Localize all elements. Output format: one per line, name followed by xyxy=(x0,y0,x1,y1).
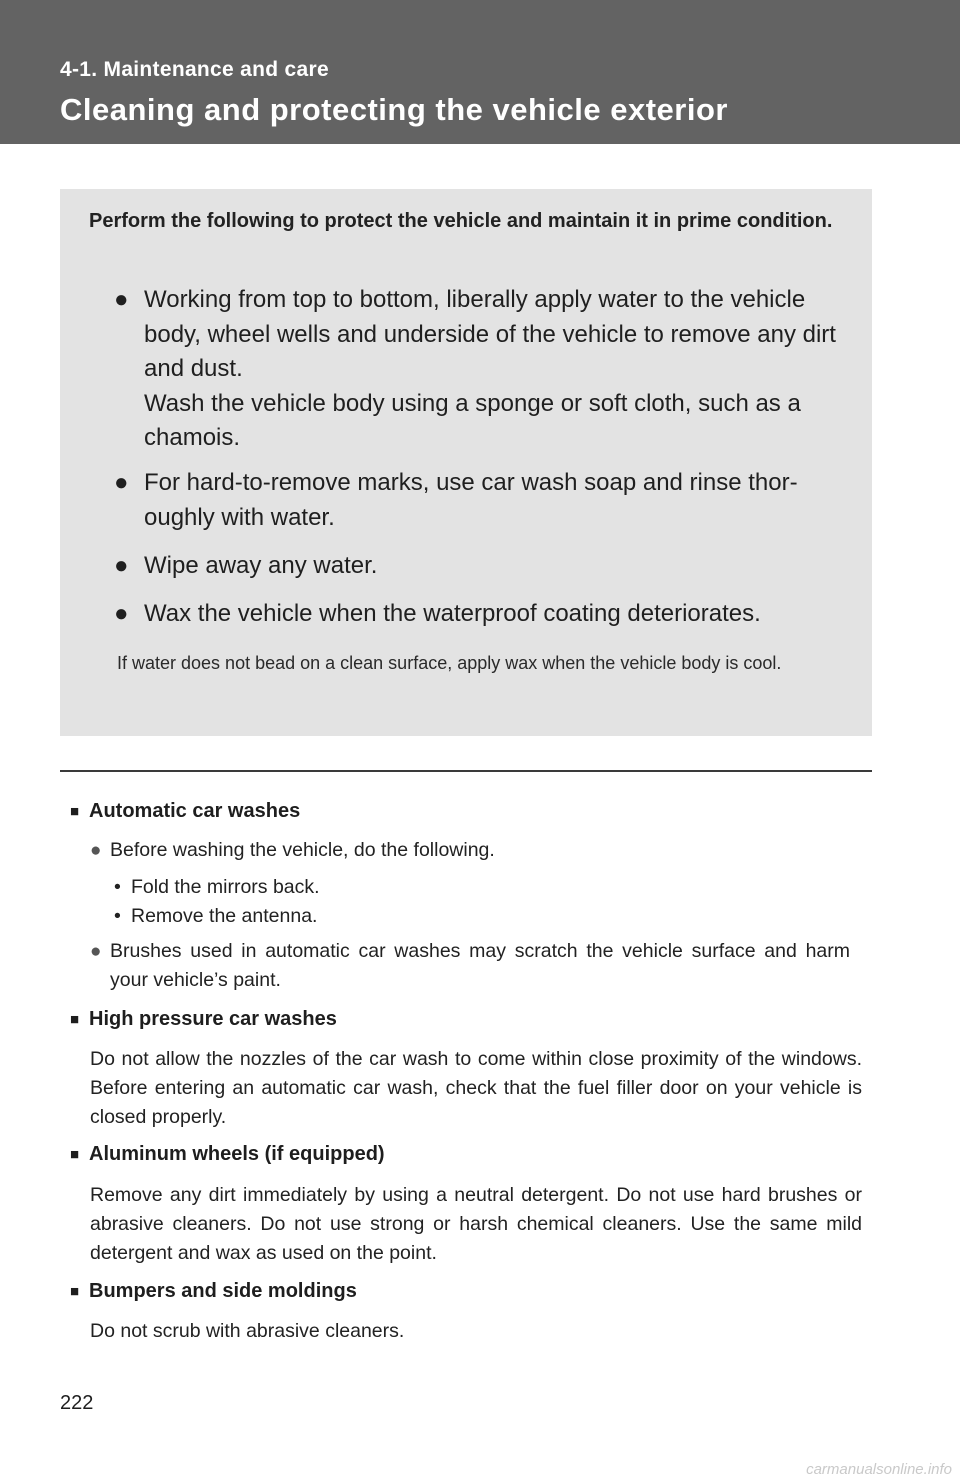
section-heading-text: Automatic car washes xyxy=(89,800,301,822)
section-marker-icon: ■ xyxy=(70,1146,80,1163)
page-number: 222 xyxy=(60,1392,94,1414)
bullet-icon: ● xyxy=(90,840,102,861)
section-marker-icon: ■ xyxy=(70,803,80,820)
bullet-icon: ● xyxy=(114,286,129,313)
intro-bullet-wipe xyxy=(114,549,854,584)
section-marker-icon: ■ xyxy=(70,1011,80,1028)
sub-item: Fold the mirrors back. xyxy=(131,876,320,898)
page-title: Cleaning and protecting the vehicle exterior xyxy=(60,92,728,127)
intro-bullet-text: Wax the vehicle when the waterproof coating deteriorates. xyxy=(144,600,761,627)
section-paragraph: Remove any dirt immediately by using a neutral detergent. Do not use hard brushes or abrasive cleaners. Do not use strong or harsh chemical cleaners. Use the same mild detergent and wax as used on the point. xyxy=(90,1184,862,1264)
sub-item: Remove the antenna. xyxy=(131,905,318,927)
section-heading-aluminum-wheels xyxy=(70,1143,385,1166)
intro-box xyxy=(60,189,872,736)
section-bullet-text: Before washing the vehicle, do the following. xyxy=(110,839,495,861)
section-heading-text: Aluminum wheels (if equipped) xyxy=(89,1143,385,1165)
section-paragraph: Do not scrub with abrasive cleaners. xyxy=(90,1320,405,1342)
intro-bullet-soap xyxy=(114,466,854,535)
intro-bullet-text: Working from top to bottom, liberally apply water to the vehicle body, wheel wells and underside of the vehicle to remove any dirt and dust. xyxy=(144,286,836,382)
intro-bullet-text: Wipe away any water. xyxy=(144,552,378,579)
section-heading-text: High pressure car washes xyxy=(89,1008,337,1030)
section-label: 4-1. Maintenance and care xyxy=(60,58,329,81)
intro-bullet-text: Wash the vehicle body using a sponge or soft cloth, such as a chamois. xyxy=(144,389,801,451)
section-marker-icon: ■ xyxy=(70,1283,80,1300)
section-heading-text: Bumpers and side moldings xyxy=(89,1280,357,1302)
bullet-icon: ● xyxy=(114,552,129,579)
section-bullet-text: Brushes used in automatic car washes may scratch the vehicle surface and harm your vehicle’s paint. xyxy=(110,940,850,991)
section-heading-automatic-car-washes xyxy=(70,800,300,823)
intro-bullet-wax xyxy=(114,597,854,632)
section-heading-bumpers xyxy=(70,1280,357,1303)
sub-marker-icon: • xyxy=(114,905,121,927)
section-paragraph: Do not allow the nozzles of the car wash to come within close proximity of the windows. Before entering an automatic car wash, check that the fuel filler door on your vehicle is closed properly. xyxy=(90,1048,862,1128)
intro-lead: Perform the following to protect the vehicle and maintain it in prime condition. xyxy=(89,210,833,232)
intro-bullet-rinse xyxy=(114,283,854,456)
sub-marker-icon: • xyxy=(114,876,121,898)
intro-note: If water does not bead on a clean surface, apply wax when the vehicle body is cool. xyxy=(117,653,782,673)
bullet-icon: ● xyxy=(90,941,102,962)
bullet-icon: ● xyxy=(114,469,129,496)
section-heading-high-pressure xyxy=(70,1008,337,1031)
watermark: carmanualsonline.info xyxy=(806,1461,952,1478)
bullet-icon: ● xyxy=(114,600,129,627)
divider xyxy=(60,770,872,772)
intro-bullet-text: For hard-to-remove marks, use car wash soap and rinse thor-oughly with water. xyxy=(144,469,798,531)
